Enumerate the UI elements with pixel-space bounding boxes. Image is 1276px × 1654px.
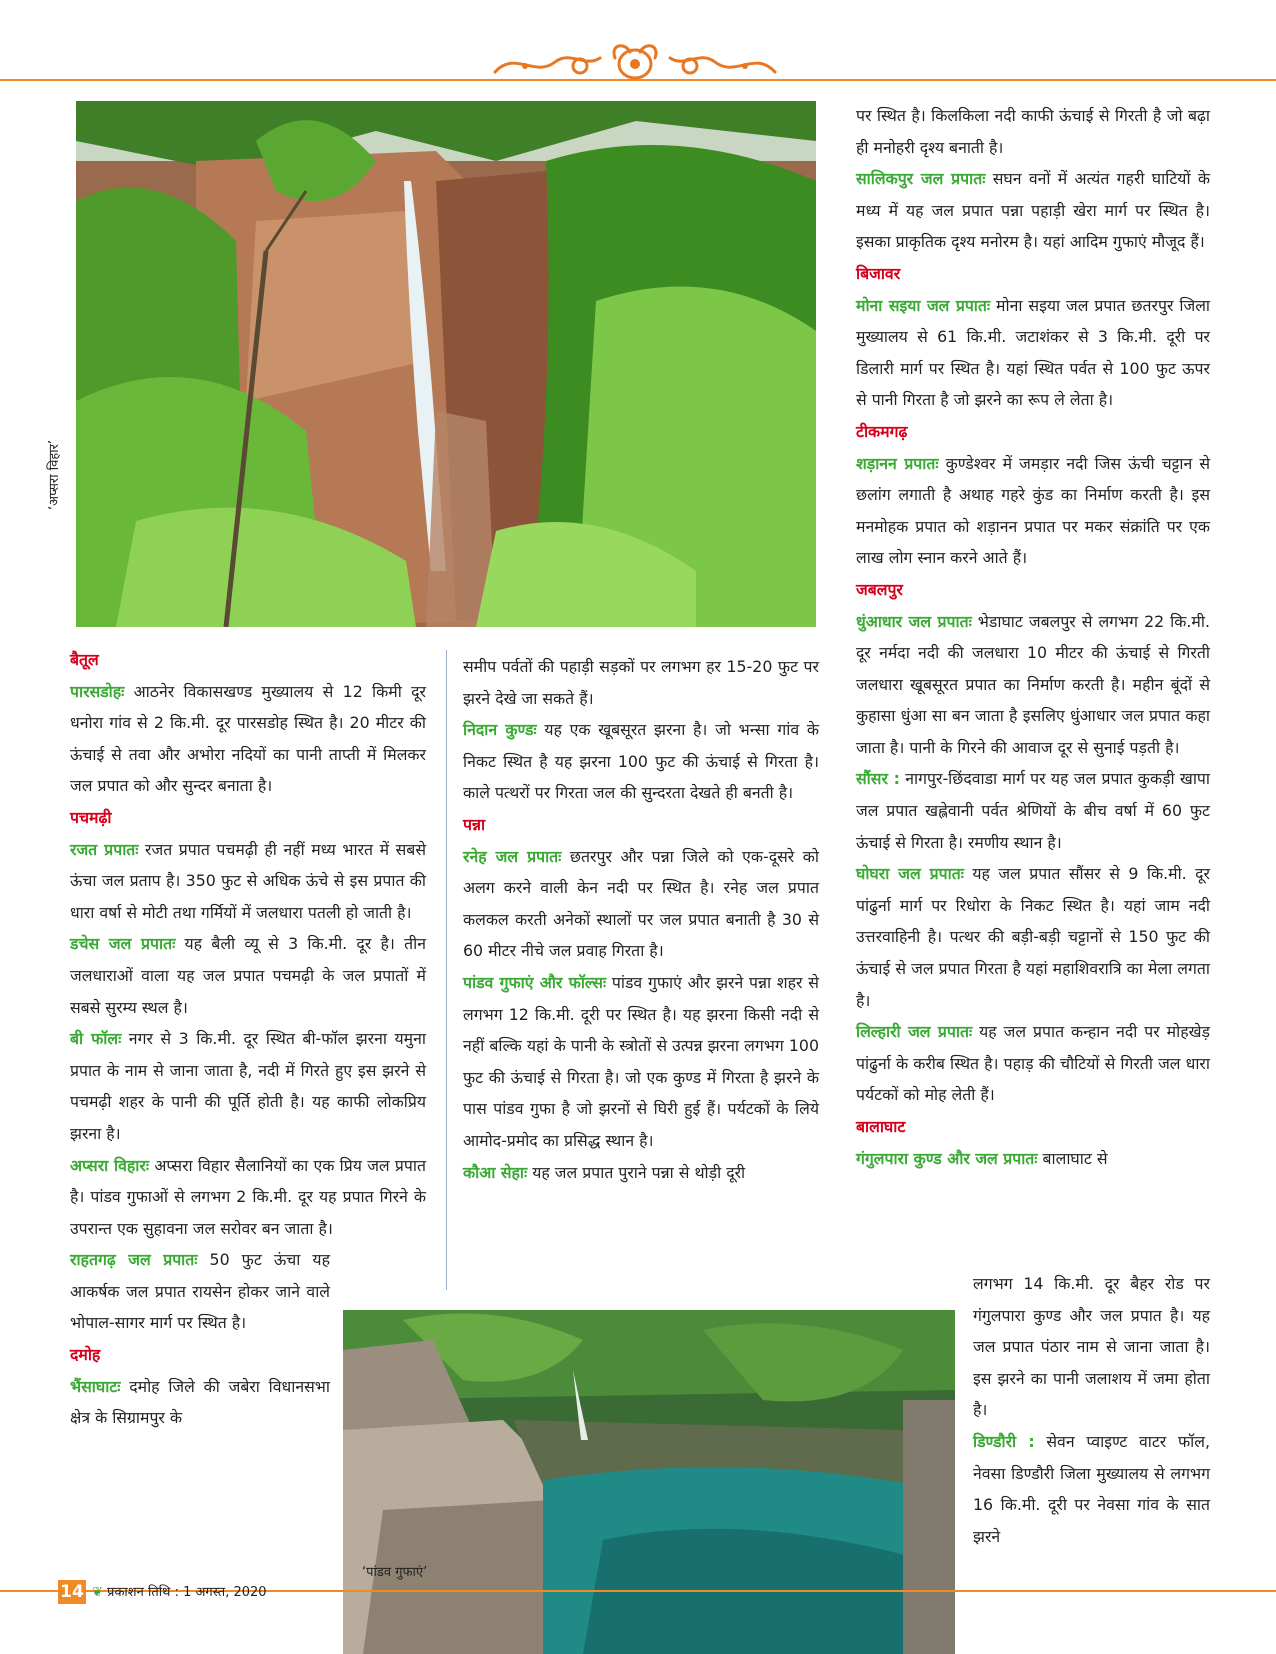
publication-date-text: प्रकाशन तिथि : 1 अगस्त, 2020 [107,1585,267,1600]
paragraph-text: नगर से 3 कि.मी. दूर स्थित बी-फॉल झरना यमुना प्रपात के नाम से जाना जाता है, नदी में गिरते हुए इस झरने से पचमढ़ी शहर के पानी की पूर्ति होती है। यह काफी लोकप्रिय झरना है। [70,1029,426,1143]
paragraph-text: यह एक खूबसूरत झरना है। जो भन्सा गांव के निकट स्थित है यह झरना 100 फुट की ऊंचाई से गिरता है। काले पत्थरों पर गिरता जल की सुन्दरता देखते ही बनती है। [463,720,819,803]
place-label: डचेस जल प्रपातः [70,934,176,954]
top-photo-caption: ‘अप्सरा विहार’ [47,439,62,510]
place-label: पारसडोहः [70,681,125,701]
decorative-floral-ornament-icon [485,38,785,84]
paragraph-text: आठनेर विकासखण्ड मुख्यालय से 12 किमी दूर धनोरा गांव से 2 कि.मी. दूर पारसडोह स्थित है। 20 मीटर की ऊंचाई से तवा और अभोरा नदियों का पानी ताप्ती में मिलकर जल प्रपात को और सुन्दर बनाता है। [70,681,426,796]
place-label: रनेह जल प्रपातः [463,846,562,866]
paragraph-text: सघन वनों में अत्यंत गहरी घाटियों के मध्य में यह जल प्रपात पन्ना पहाड़ी खेरा मार्ग पर स्थित है। इसका प्राकृतिक दृश्य मनोरम है। यहां आदिम गुफाएं मौजूद हैं। [856,169,1210,252]
place-label: डिण्डौरी : [973,1431,1035,1451]
section-heading-jabalpur: जबलपुर [856,579,903,599]
section-heading-tikamgarh: टीकमगढ़ [856,421,908,441]
waterfall-photo-apsara-vihar [76,101,816,627]
place-label: सौंसर : [856,769,900,789]
paragraph-text: सेवन प्वाइण्ट वाटर फॉल, नेवसा डिण्डौरी जिला मुख्यालय से लगभग 16 कि.मी. दूरी पर नेवसा गांव के सात झरने [973,1431,1210,1546]
paragraph-text: मोना सइया जल प्रपात छतरपुर जिला मुख्यालय से 61 कि.मी. जटाशंकर से 3 कि.मी. दूरी पर डिलारी मार्ग पर स्थित है। यहां स्थित पर्वत से 100 फुट ऊपर से पानी गिरता है जो झरने का रूप ले लेता है। [856,295,1210,410]
paragraph-text: रजत प्रपात पचमढ़ी ही नहीं मध्य भारत में सबसे ऊंचा जल प्रताप है। 350 फुट से अधिक ऊंचे से इस प्रपात की धारा वर्षा से मोटी तथा गर्मियों में जलधारा पतली हो जाती है। [70,839,426,922]
paragraph-text: भेडाघाट जबलपुर से लगभग 22 कि.मी. दूर नर्मदा नदी की जलधारा 10 मीटर की ऊंचाई से गिरती जलधारा खूबसूरत प्रपात का निर्माण करती है। महीन बूंदों से कुहासा धुंआ सा बन जाता है इसलिए धुंआधार जल प्रपात कहा जाता है। पानी के गिरने की आवाज दूर से सुनाई पड़ती है। [856,611,1210,757]
paragraph-text: यह जल प्रपात सौंसर से 9 कि.मी. दूर पांढुर्ना मार्ग पर रिधोरा के निकट स्थित है। यहां जाम नदी उत्तरवाहिनी है। पत्थर की बड़ी-बड़ी चट्टानों से 150 फुट की ऊंचाई से जल प्रपात गिरता है यहां महाशिवरात्रि का मेला लगता है। [856,864,1210,1010]
place-label: निदान कुण्डः [463,720,537,740]
paragraph-text: बालाघाट से [1037,1148,1108,1168]
bottom-photo-caption: ‘पांडव गुफाएं’ [362,1565,428,1580]
waterfall-photo-illustration [76,101,816,627]
pandav-caves-pool-photo [343,1310,955,1654]
paragraph-text: यह जल प्रपात पुराने पन्ना से थोड़ी दूरी [527,1162,746,1182]
leaf-icon: ❦ [92,1585,103,1600]
place-label: धुंआधार जल प्रपातः [856,611,972,631]
paragraph-text: यह जल प्रपात कन्हान नदी पर मोहखेड़ पांढुर्ना के करीब स्थित है। पहाड़ की चौटियों से गिरती जल धारा पर्यटकों को मोह लेती हैं। [856,1022,1210,1105]
section-heading-betul: बैतूल [70,650,99,669]
paragraph-text: कुण्डेश्वर में जमड़ार नदी जिस ऊंची चट्टान से छलांग लगाती है अथाह गहरे कुंड का निर्माण करती है। इस मनमोहक प्रपात को शड़ानन प्रपात पर मकर संक्रांति पर एक लाख लोग स्नान करने आते हैं। [856,453,1210,568]
section-heading-pachmarhi: पचमढ़ी [70,807,112,827]
place-label: मोना सइया जल प्रपातः [856,295,991,315]
place-label: राहतगढ़ जल प्रपातः [70,1250,198,1270]
section-heading-panna: पन्ना [463,814,486,834]
column-divider [446,650,447,1290]
paragraph-text: यह बैली व्यू से 3 कि.मी. दूर है। तीन जलधाराओं वाला यह जल प्रपात पचमढ़ी के जल प्रपातों में सबसे सुरम्य स्थल है। [70,934,426,1017]
paragraph-text: पांडव गुफाएं और झरने पन्ना शहर से लगभग 12 कि.मी. दूरी पर स्थित है। यह झरना किसी नदी से नहीं बल्कि यहां के पानी के स्त्रोतों से उत्पन्न झरना लगभग 100 फुट की ऊंचाई से गिरता है। जो एक कुण्ड में गिरता है झरने के पास पांडव गुफा है जो झरनों से घिरी हुई हैं। पर्यटकों के लिये आमोद-प्रमोद का प्रसिद्ध स्थान है। [463,972,819,1150]
paragraph-text: लगभग 14 कि.मी. दूर बैहर रोड पर गंगुलपारा कुण्ड और जल प्रपात है। यह जल प्रपात पंठार नाम से जाना जाता है। इस झरने का पानी जलाशय में जमा होता है। [973,1274,1210,1420]
place-label: रजत प्रपातः [70,839,139,859]
place-label: सालिकपुर जल प्रपातः [856,169,986,189]
section-heading-balaghat: बालाघाट [856,1117,906,1136]
page-number: 14 [58,1580,86,1604]
section-heading-damoh: दमोह [70,1345,101,1365]
paragraph-text: नागपुर-छिंदवाडा मार्ग पर यह जल प्रपात कुकड़ी खापा जल प्रपात खह्लेवानी पर्वत श्रेणियों के बीच वर्षा में 60 फुट ऊंचाई से गिरता है। रमणीय स्थान है। [856,769,1210,852]
place-label: गंगुलपारा कुण्ड और जल प्रपातः [856,1148,1038,1168]
section-heading-bijawar: बिजावर [856,263,901,283]
paragraph-text: 50 फुट ऊंचा यह आकर्षक जल प्रपात रायसेन होकर जाने वाले भोपाल-सागर मार्ग पर स्थित है। [70,1250,330,1333]
paragraph-text: दमोह जिले की जबेरा विधानसभा क्षेत्र के सिग्रामपुर के [70,1376,330,1428]
publication-date [92,1582,267,1600]
place-label: पांडव गुफाएं और फॉल्सः [463,972,607,992]
place-label: शड़ानन प्रपातः [856,453,939,473]
place-label: अप्सरा विहारः [70,1155,150,1175]
place-label: बी फॉलः [70,1029,122,1049]
paragraph-text: छतरपुर और पन्ना जिले को एक-दूसरे को अलग करने वाली केन नदी पर स्थित है। रनेह जल प्रपात कलकल करती अनेकों स्थालों पर जल प्रपात बनाती है 30 से 60 मीटर नीचे जल प्रवाह गिरता है। [463,846,819,961]
place-label: लिल्हारी जल प्रपातः [856,1022,973,1042]
pool-photo-illustration [343,1310,955,1654]
place-label: कौआ सेहाः [463,1162,528,1182]
paragraph-text: पर स्थित है। किलकिला नदी काफी ऊंचाई से गिरती है जो बढ़ा ही मनोहरी दृश्य बनाती है। [856,106,1210,157]
place-label: घोघरा जल प्रपातः [856,864,964,884]
text-column-middle [463,651,819,1188]
text-column-right-bottom [973,1268,1210,1552]
place-label: भैंसाघाटः [70,1376,121,1396]
text-column-right [856,100,1210,1174]
paragraph-text: अप्सरा विहार सैलानियों का एक प्रिय जल प्रपात है। पांडव गुफाओं से लगभग 2 कि.मी. दूर यह प्रपात गिरने के उपरान्त एक सुहावना जल सरोवर बन जाता है। [70,1155,426,1238]
paragraph-text: समीप पर्वतों की पहाड़ी सड़कों पर लगभग हर 15-20 फुट पर झरने देखे जा सकते हैं। [463,657,819,708]
